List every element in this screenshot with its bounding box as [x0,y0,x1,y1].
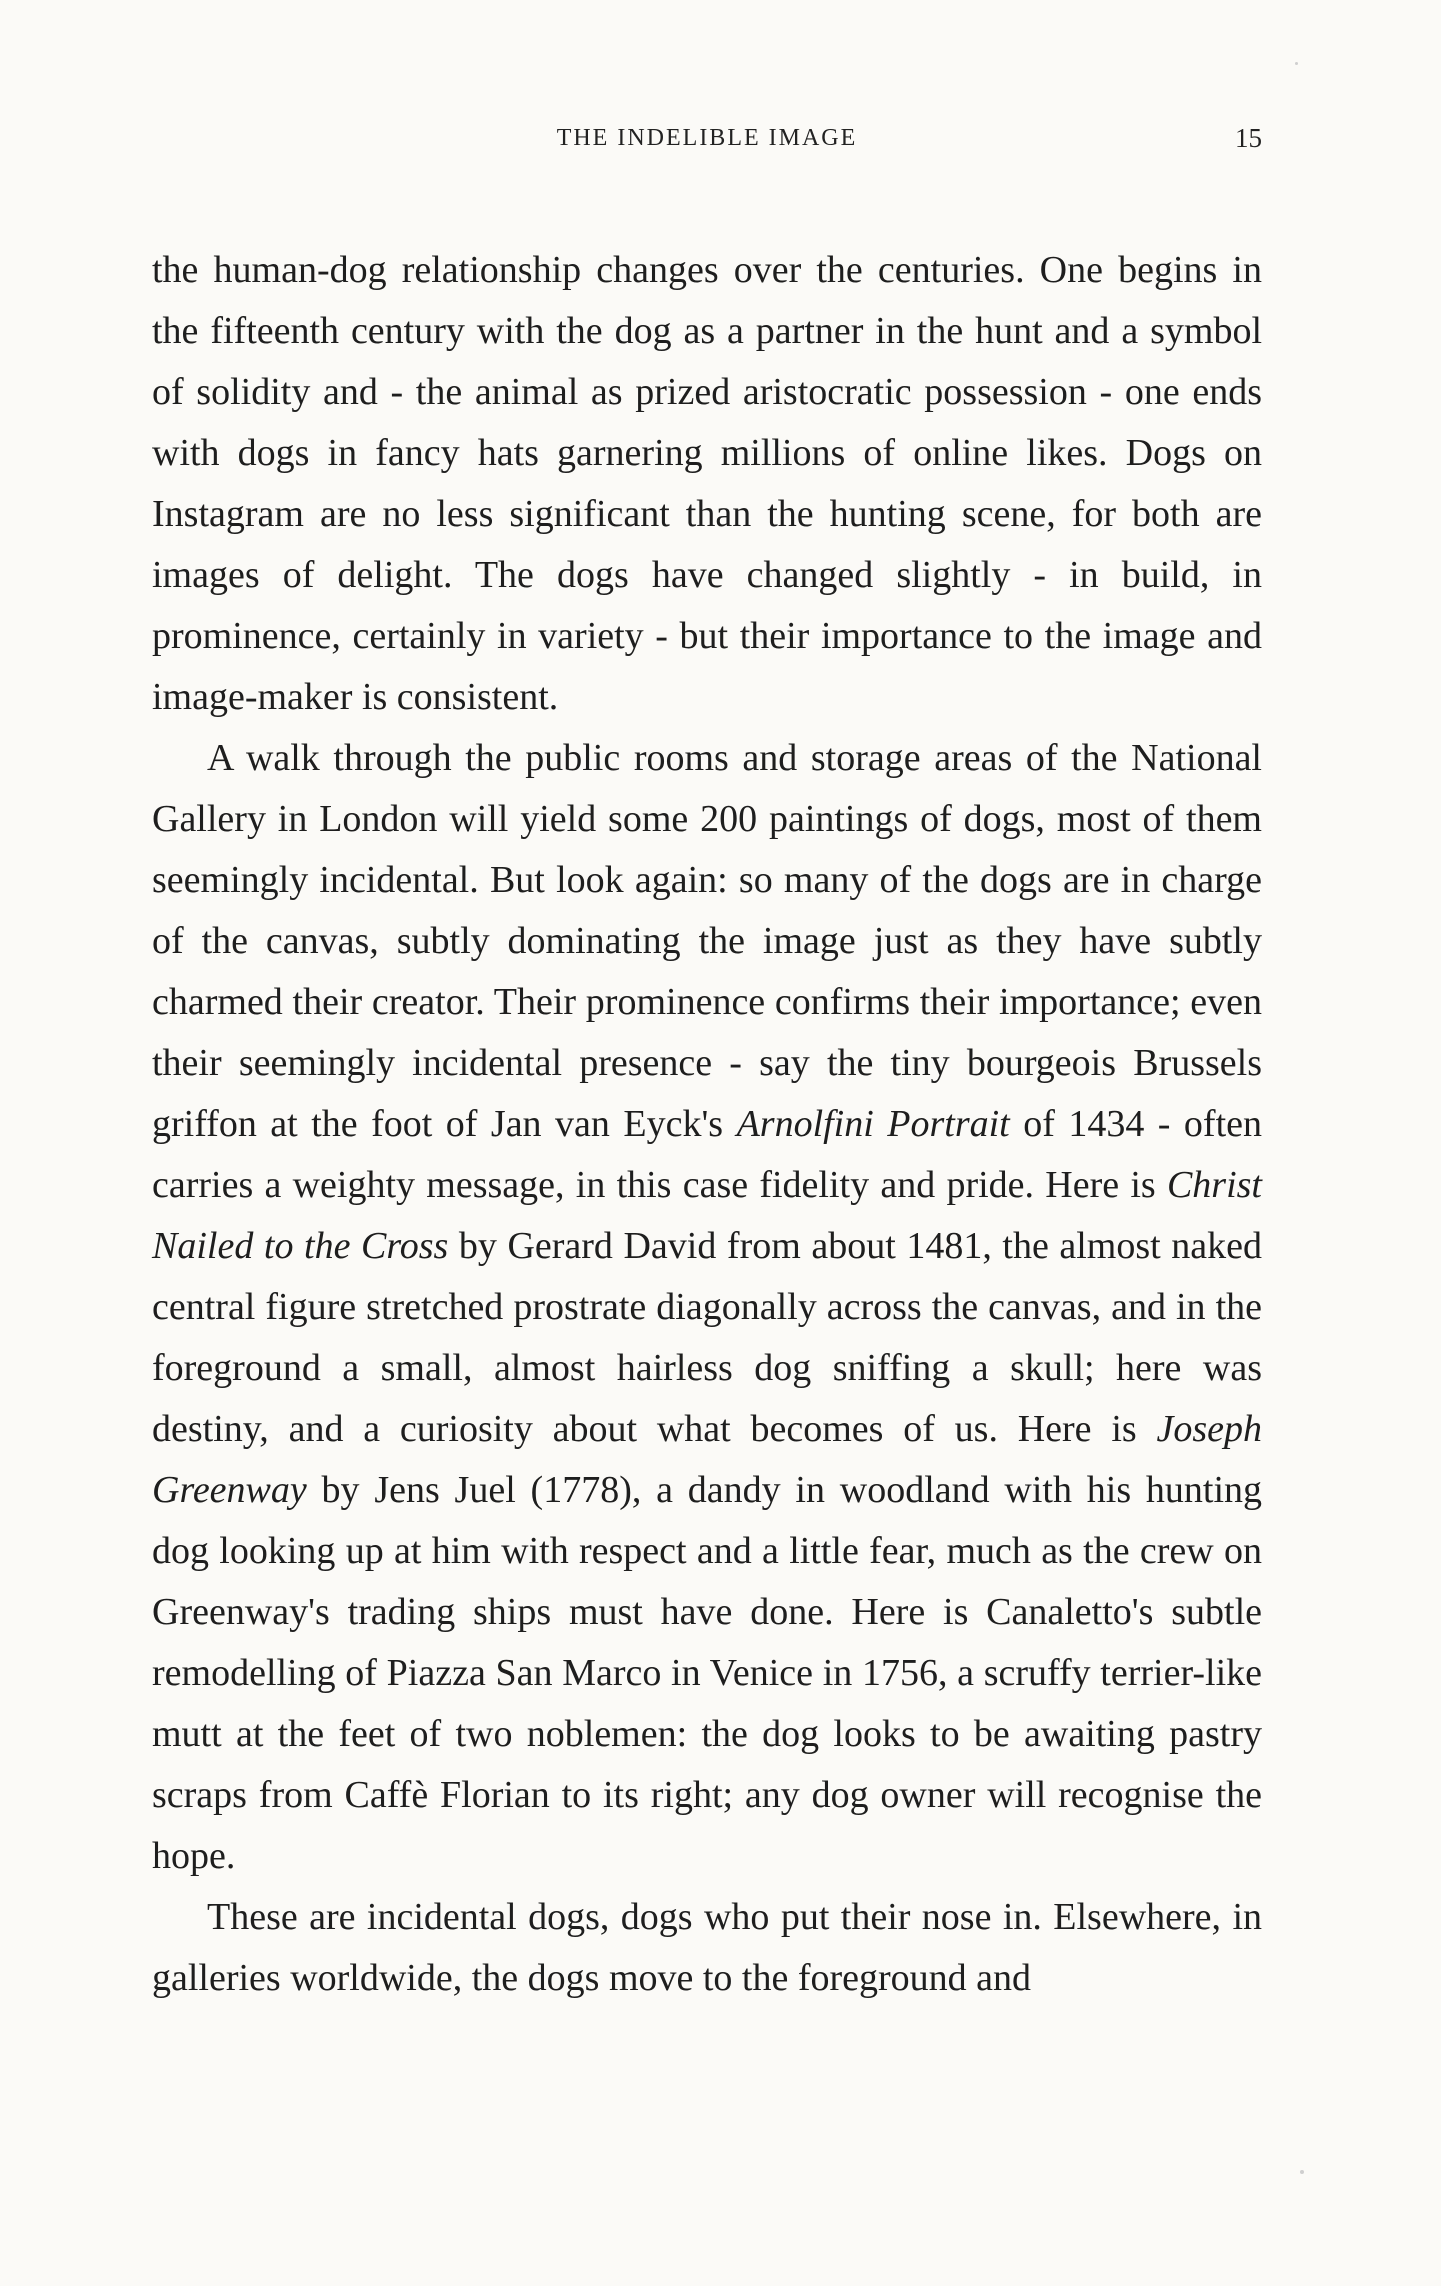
artwork-title-arnolfini: Arnolfini Portrait [736,1103,1010,1145]
paragraph-2-text-3: by Gerard David from about 1481, the almost naked central figure stretched prostrate diagonally across the canvas, and in the foreground a small, almost hairless dog sniffing a skull; here was destiny, and a curiosity about what becomes of us. Here is [152,1225,1263,1450]
paragraph-3: These are incidental dogs, dogs who put their nose in. Elsewhere, in galleries worldwide, the dogs move to the foreground and [152,1896,1262,1999]
running-head [152,118,1262,158]
page-number: 15 [1235,123,1262,153]
artwork-title-joseph-greenway: Joseph Greenway [152,1408,1262,1511]
artwork-title-christ-nailed: Christ Nailed to the Cross [152,1164,1262,1267]
paper-speck [1300,2170,1304,2174]
body-text [152,240,1262,2009]
paragraph-2 [152,728,1262,1887]
paper-speck [1295,62,1298,65]
paragraph-2-text-4: by Jens Juel (1778), a dandy in woodland with his hunting dog looking up at him with respect and a little fear, much as the crew on Greenway's trading ships must have done. Here is Canaletto's subtle remodelling of Piazza San Marco in Venice in 1756, a scruffy terrier-like mutt at the feet of two noblemen: the dog looks to be awaiting pastry scraps from Caffè Florian to its right; any dog owner will recognise the hope. [152,1469,1262,1877]
running-title: THE INDELIBLE IMAGE [556,125,858,151]
paragraph-1: the human-dog relationship changes over the centuries. One begins in the fifteenth century with the dog as a partner in the hunt and a symbol of solidity and - the animal as prized aristocratic possession - one ends with dogs in fancy hats garnering millions of online likes. Dogs on Instagram are no less significant than the hunting scene, for both are images of delight. The dogs have changed slightly - in build, in prominence, certainly in variety - but their importance to the image and image-maker is consistent. [152,249,1262,718]
paragraph-2-text-1: A walk through the public rooms and storage areas of the National Gallery in London will yield some 200 paintings of dogs, most of them seemingly incidental. But look again: so many of the dogs are in charge of the canvas, subtly dominating the image just as they have subtly charmed their creator. Their prominence confirms their importance; even their seemingly incidental presence - say the tiny bourgeois Brussels griffon at the foot of Jan van Eyck's [152,737,1262,1145]
paragraph-2-text-2: of 1434 - often carries a weighty message, in this case fidelity and pride. Here is [152,1103,1263,1206]
